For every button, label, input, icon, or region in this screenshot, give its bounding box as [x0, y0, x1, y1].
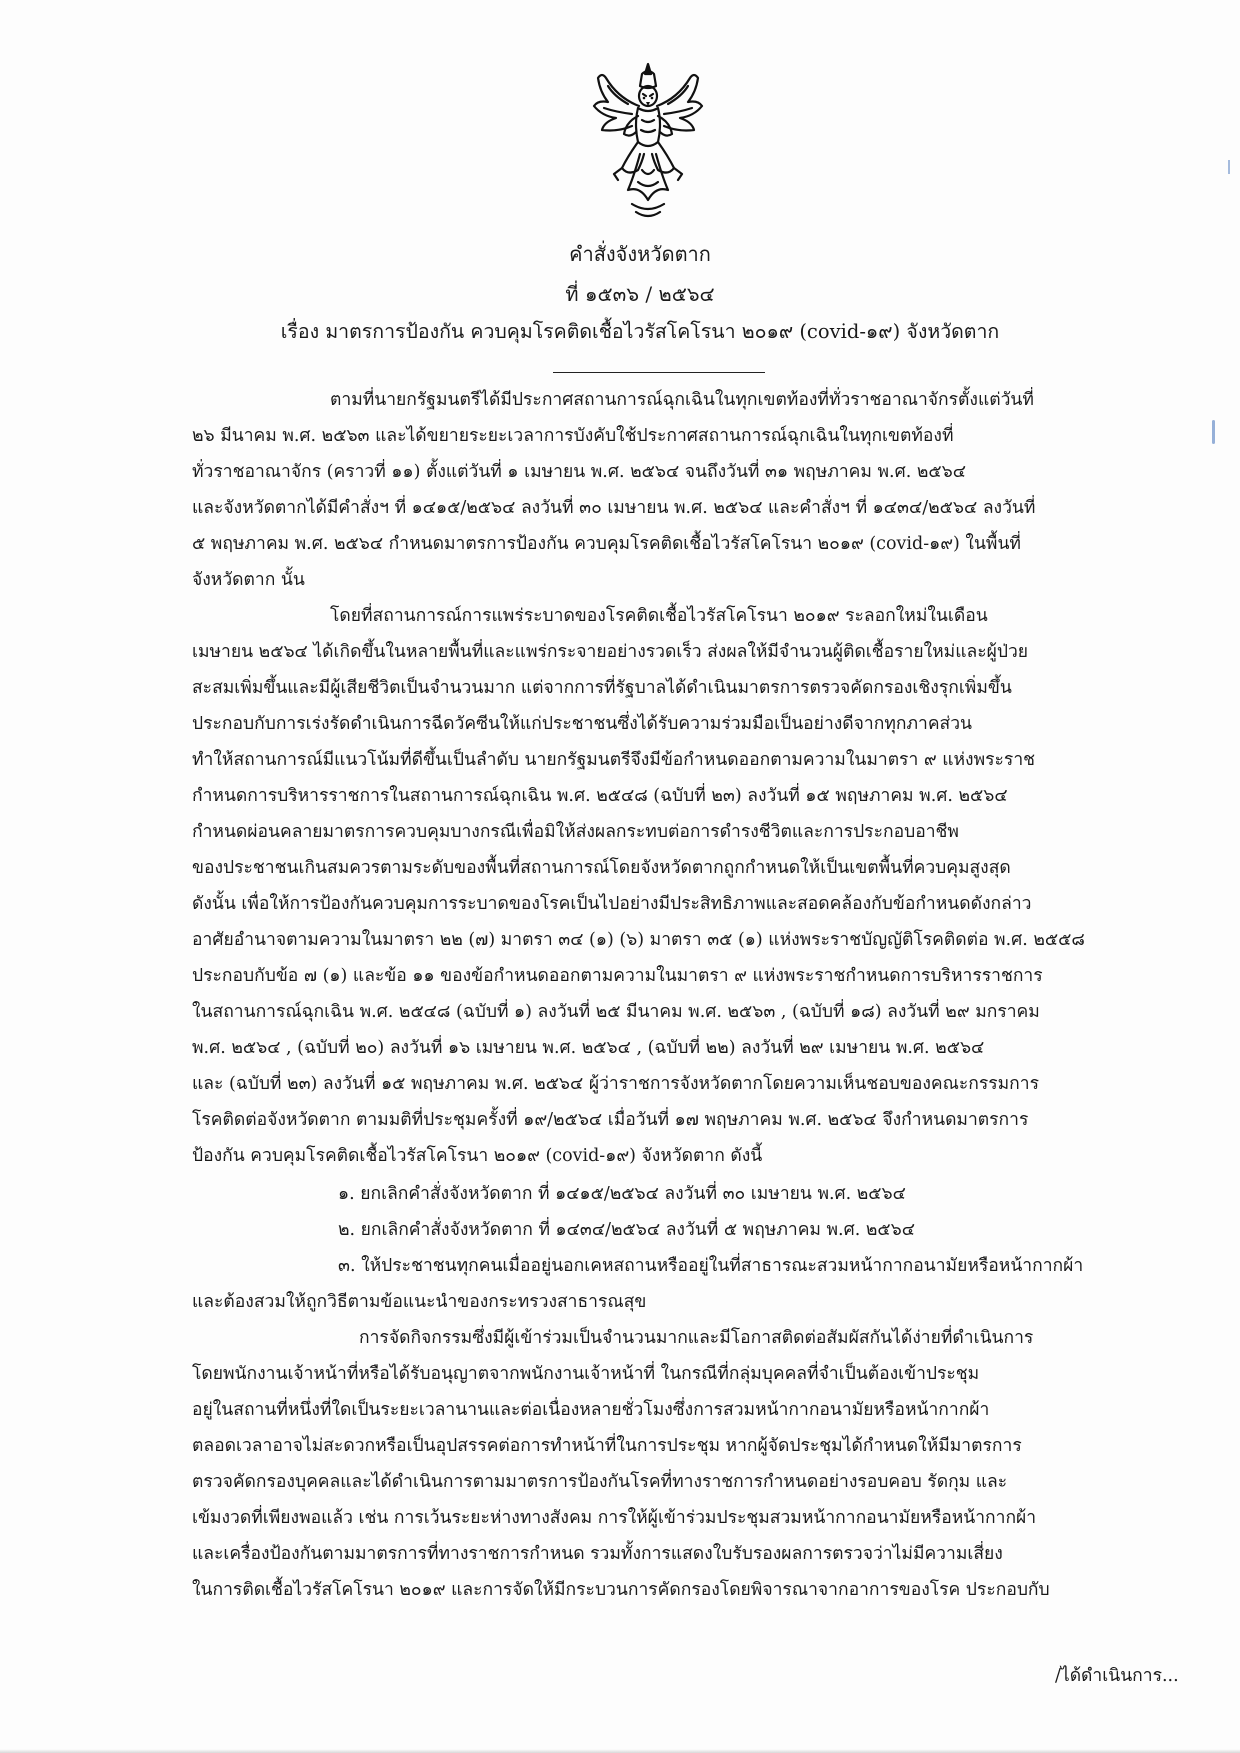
body-line: การจัดกิจกรรมซึ่งมีผู้เข้าร่วมเป็นจำนวนมากและมีโอกาสติดต่อสัมผัสกันได้ง่ายที่ดำเนินการ — [359, 1328, 1034, 1348]
title-divider — [553, 372, 765, 373]
body-line: ทำให้สถานการณ์มีแนวโน้มที่ดีขึ้นเป็นลำดับ นายกรัฐมนตรีจึงมีข้อกำหนดออกตามความในมาตรา ๙ แห่งพระราช — [192, 750, 1036, 770]
body-line: ในการติดเชื้อไวรัสโคโรนา ๒๐๑๙ และการจัดให้มีกระบวนการคัดกรองโดยพิจารณาจากอาการของโรค ประกอบกับ — [192, 1580, 1050, 1600]
order-title: คำสั่งจังหวัดตาก — [569, 242, 711, 266]
body-line: ประกอบกับข้อ ๗ (๑) และข้อ ๑๑ ของข้อกำหนดออกตามความในมาตรา ๙ แห่งพระราชกำหนดการบริหารราชการ — [192, 966, 1043, 986]
body-line: ในสถานการณ์ฉุกเฉิน พ.ศ. ๒๕๔๘ (ฉบับที่ ๑) ลงวันที่ ๒๕ มีนาคม พ.ศ. ๒๕๖๓ , (ฉบับที่ ๑๘) ลงวันที่ ๒๙ มกราคม — [192, 1002, 1040, 1022]
body-line: โรคติดต่อจังหวัดตาก ตามมติที่ประชุมครั้งที่ ๑๙/๒๕๖๔ เมื่อวันที่ ๑๗ พฤษภาคม พ.ศ. ๒๕๖๔ จึงกำหนดมาตรการ — [192, 1110, 1029, 1130]
body-line: กำหนดการบริหารราชการในสถานการณ์ฉุกเฉิน พ.ศ. ๒๕๔๘ (ฉบับที่ ๒๓) ลงวันที่ ๑๕ พฤษภาคม พ.ศ. ๒๕๖๔ — [192, 786, 1008, 806]
body-line: อาศัยอำนาจตามความในมาตรา ๒๒ (๗) มาตรา ๓๔ (๑) (๖) มาตรา ๓๕ (๑) แห่งพระราชบัญญัติโรคติดต่อ พ.ศ. ๒๕๕๘ — [192, 930, 1085, 950]
body-line: เข้มงวดที่เพียงพอแล้ว เช่น การเว้นระยะห่างทางสังคม การให้ผู้เข้าร่วมประชุมสวมหน้ากากอนามัยหรือหน้ากากผ้า — [192, 1508, 1037, 1528]
order-number: ที่ ๑๕๓๖ / ๒๕๖๔ — [565, 282, 715, 306]
body-line: จังหวัดตาก นั้น — [192, 570, 305, 590]
body-line: กำหนดผ่อนคลายมาตรการควบคุมบางกรณีเพื่อมิให้ส่งผลกระทบต่อการดำรงชีวิตและการประกอบอาชีพ — [192, 822, 959, 842]
body-line: สะสมเพิ่มขึ้นและมีผู้เสียชีวิตเป็นจำนวนมาก แต่จากการที่รัฐบาลได้ดำเนินมาตรการตรวจคัดกรองเชิงรุกเพิ่มขึ้น — [192, 678, 1012, 698]
body-line: และจังหวัดตากได้มีคำสั่งฯ ที่ ๑๔๑๕/๒๕๖๔ ลงวันที่ ๓๐ เมษายน พ.ศ. ๒๕๖๔ และคำสั่งฯ ที่ ๑๔๓๔/๒๕๖๔ ลงวันที่ — [192, 498, 1036, 518]
body-line: และต้องสวมให้ถูกวิธีตามข้อแนะนำของกระทรวงสาธารณสุข — [192, 1292, 647, 1312]
list-item: ๓. ให้ประชาชนทุกคนเมื่ออยู่นอกเคหสถานหรืออยู่ในที่สาธารณะสวมหน้ากากอนามัยหรือหน้ากากผ้า — [338, 1256, 1084, 1276]
body-line: ๕ พฤษภาคม พ.ศ. ๒๕๖๔ กำหนดมาตรการป้องกัน ควบคุมโรคติดเชื้อไวรัสโคโรนา ๒๐๑๙ (covid-๑๙) ในพื้นที่ — [192, 534, 1021, 554]
order-subject: เรื่อง มาตรการป้องกัน ควบคุมโรคติดเชื้อไวรัสโคโรนา ๒๐๑๙ (covid-๑๙) จังหวัดตาก — [280, 320, 1000, 343]
body-line: ป้องกัน ควบคุมโรคติดเชื้อไวรัสโคโรนา ๒๐๑๙ (covid-๑๙) จังหวัดตาก ดังนี้ — [192, 1146, 763, 1166]
continuation-note: /ได้ดำเนินการ... — [1055, 1666, 1179, 1686]
body-line: ทั่วราชอาณาจักร (คราวที่ ๑๑) ตั้งแต่วันที่ ๑ เมษายน พ.ศ. ๒๕๖๔ จนถึงวันที่ ๓๑ พฤษภาคม พ.ศ. ๒๕๖๔ — [192, 462, 966, 482]
body-line: ตามที่นายกรัฐมนตรีได้มีประกาศสถานการณ์ฉุกเฉินในทุกเขตท้องที่ทั่วราชอาณาจักรตั้งแต่วันที่ — [330, 390, 1034, 410]
body-line: ของประชาชนเกินสมควรตามระดับของพื้นที่สถานการณ์โดยจังหวัดตากถูกกำหนดให้เป็นเขตพื้นที่ควบคุมสูงสุด — [192, 858, 1011, 878]
body-line: ตรวจคัดกรองบุคคลและได้ดำเนินการตามมาตรการป้องกันโรคที่ทางราชการกำหนดอย่างรอบคอบ รัดกุม และ — [192, 1472, 1008, 1492]
body-line: ตลอดเวลาอาจไม่สะดวกหรือเป็นอุปสรรคต่อการทำหน้าที่ในการประชุม หากผู้จัดประชุมได้กำหนดให้มีมาตรการ — [192, 1436, 1022, 1456]
body-line: และเครื่องป้องกันตามมาตรการที่ทางราชการกำหนด รวมทั้งการแสดงใบรับรองผลการตรวจว่าไม่มีความเสี่ยง — [192, 1544, 1003, 1564]
list-item: ๑. ยกเลิกคำสั่งจังหวัดตาก ที่ ๑๔๑๕/๒๕๖๔ ลงวันที่ ๓๐ เมษายน พ.ศ. ๒๕๖๔ — [338, 1184, 906, 1204]
body-line: ๒๖ มีนาคม พ.ศ. ๒๕๖๓ และได้ขยายระยะเวลาการบังคับใช้ประกาศสถานการณ์ฉุกเฉินในทุกเขตท้องที่ — [192, 426, 954, 446]
list-item: ๒. ยกเลิกคำสั่งจังหวัดตาก ที่ ๑๔๓๔/๒๕๖๔ ลงวันที่ ๕ พฤษภาคม พ.ศ. ๒๕๖๔ — [338, 1220, 915, 1240]
body-line: ประกอบกับการเร่งรัดดำเนินการฉีดวัคซีนให้แก่ประชาชนซึ่งได้รับความร่วมมือเป็นอย่างดีจากทุกภาคส่วน — [192, 714, 973, 734]
scan-edge — [0, 1749, 1240, 1753]
body-line: เมษายน ๒๕๖๔ ได้เกิดขึ้นในหลายพื้นที่และแพร่กระจายอย่างรวดเร็ว ส่งผลให้มีจำนวนผู้ติดเชื้อรายใหม่และผู้ป่วย — [192, 642, 1029, 662]
ink-mark — [1228, 160, 1230, 174]
body-line: อยู่ในสถานที่หนึ่งที่ใดเป็นระยะเวลานานและต่อเนื่องหลายชั่วโมงซึ่งการสวมหน้ากากอนามัยหรือหน้ากากผ้า — [192, 1400, 990, 1420]
ink-mark — [1212, 420, 1215, 444]
body-line: ดังนั้น เพื่อให้การป้องกันควบคุมการระบาดของโรคเป็นไปอย่างมีประสิทธิภาพและสอดคล้องกับข้อกำหนดดังกล่าว — [192, 894, 1032, 914]
body-line: โดยที่สถานการณ์การแพร่ระบาดของโรคติดเชื้อไวรัสโคโรนา ๒๐๑๙ ระลอกใหม่ในเดือน — [330, 606, 988, 626]
body-line: โดยพนักงานเจ้าหน้าที่หรือได้รับอนุญาตจากพนักงานเจ้าหน้าที่ ในกรณีที่กลุ่มบุคคลที่จำเป็นต้องเข้าประชุม — [192, 1364, 980, 1384]
body-line: และ (ฉบับที่ ๒๓) ลงวันที่ ๑๕ พฤษภาคม พ.ศ. ๒๕๖๔ ผู้ว่าราชการจังหวัดตากโดยความเห็นชอบของคณะกรรมการ — [192, 1074, 1039, 1094]
body-line: พ.ศ. ๒๕๖๔ , (ฉบับที่ ๒๐) ลงวันที่ ๑๖ เมษายน พ.ศ. ๒๕๖๔ , (ฉบับที่ ๒๒) ลงวันที่ ๒๙ เมษายน พ.ศ. ๒๕๖๔ — [192, 1038, 985, 1058]
garuda-emblem-icon — [588, 58, 708, 228]
